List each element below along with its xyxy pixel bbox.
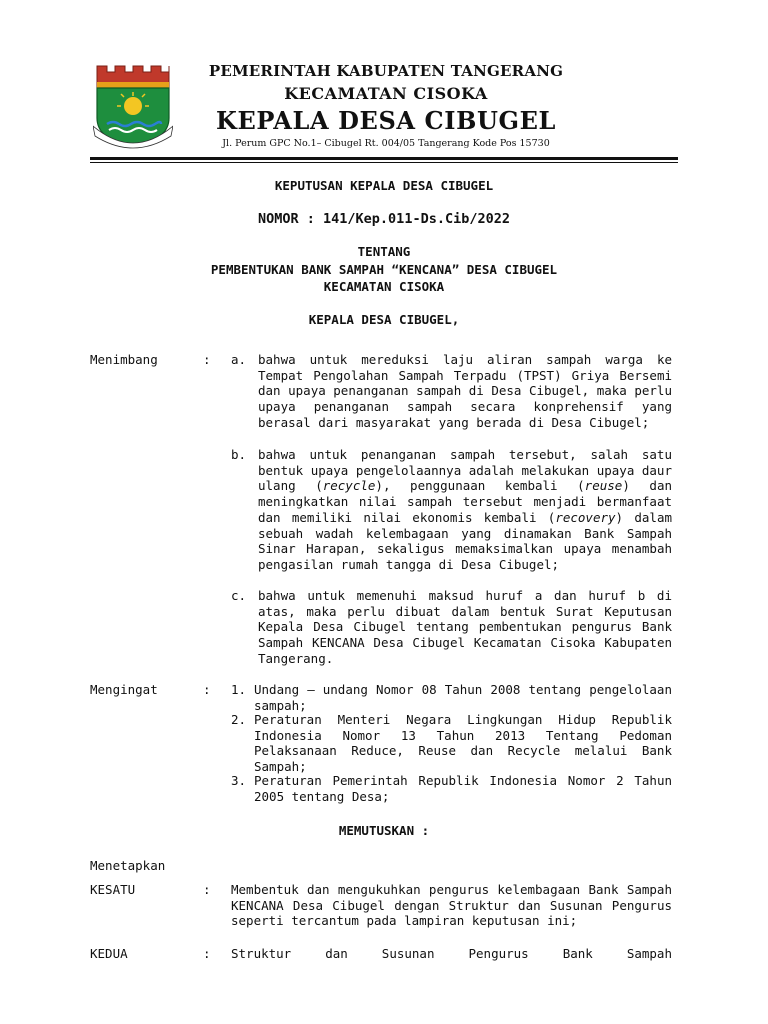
- menimbang-marker-c: c.: [231, 588, 247, 603]
- letterhead-rule: [90, 157, 678, 160]
- letterhead-rule-thin: [90, 162, 678, 163]
- subject-line-1: PEMBENTUKAN BANK SAMPAH “KENCANA” DESA CIBUGEL: [210, 262, 558, 277]
- kedua-text: Struktur dan Susunan Pengurus Bank Sampah: [231, 946, 672, 961]
- letterhead-office: KEPALA DESA CIBUGEL: [216, 106, 556, 135]
- mengingat-colon: :: [203, 682, 211, 697]
- menimbang-item-b: bahwa untuk penanganan sampah tersebut, salah satu bentuk upaya pengelolaannya adalah melakukan upaya daur ulang (recycle), penggunaan kembali (reuse) dan meningkatkan nilai sampah tersebut menjadi bermanfaat dan memiliki nilai ekonomis kembali (recovery) dalam sebuah wadah kelembagaan yang dinamakan Bank Sampah Sinar Harapan, sekaligus memaksimalkan upaya menambah pengasilan rumah tangga di Desa Cibugel;: [258, 447, 672, 572]
- mengingat-item-2: Peraturan Menteri Negara Lingkungan Hidup Republik Indonesia Nomor 13 Tahun 2013 Tentang Pedoman Pelaksanaan Reduce, Reuse dan Recycle melalui Bank Sampah;: [254, 712, 672, 775]
- subject-line-2: KECAMATAN CISOKA: [323, 279, 445, 294]
- mengingat-marker-1: 1.: [231, 682, 247, 697]
- letterhead-government: PEMERINTAH KABUPATEN TANGERANG: [208, 62, 564, 80]
- mengingat-marker-3: 3.: [231, 773, 247, 788]
- letterhead: [0, 0, 768, 160]
- letterhead-address: Jl. Perum GPC No.1– Cibugel Rt. 004/05 Tangerang Kode Pos 15730: [222, 138, 550, 149]
- kedua-colon: :: [203, 946, 211, 961]
- decision-number: NOMOR : 141/Kep.011-Ds.Cib/2022: [258, 211, 510, 227]
- kesatu-label: KESATU: [90, 882, 136, 897]
- menimbang-marker-a: a.: [231, 352, 247, 367]
- menimbang-label: Menimbang: [90, 352, 158, 367]
- decision-title: KEPUTUSAN KEPALA DESA CIBUGEL: [274, 178, 494, 193]
- kesatu-colon: :: [203, 882, 211, 897]
- menimbang-colon: :: [203, 352, 211, 367]
- regency-emblem-icon: [93, 62, 173, 150]
- about-heading: TENTANG: [357, 244, 411, 259]
- mengingat-label: Mengingat: [90, 682, 158, 697]
- mengingat-item-3: Peraturan Pemerintah Republik Indonesia Nomor 2 Tahun 2005 tentang Desa;: [254, 773, 672, 804]
- mengingat-item-1: Undang – undang Nomor 08 Tahun 2008 tentang pengelolaan sampah;: [254, 682, 672, 713]
- issuer-heading: KEPALA DESA CIBUGEL,: [308, 312, 460, 327]
- menimbang-item-c: bahwa untuk memenuhi maksud huruf a dan huruf b di atas, maka perlu dibuat dalam bentuk Surat Keputusan Kepala Desa Cibugel tentang pembentukan pengurus Bank Sampah KENCANA Desa Cibugel Kecamatan Cisoka Kabupaten Tangerang.: [258, 588, 672, 666]
- menetapkan-label: Menetapkan: [90, 858, 166, 873]
- kesatu-text: Membentuk dan mengukuhkan pengurus kelembagaan Bank Sampah KENCANA Desa Cibugel dengan Struktur dan Susunan Pengurus seperti tercantum pada lampiran keputusan ini;: [231, 882, 672, 929]
- mengingat-marker-2: 2.: [231, 712, 247, 727]
- letterhead-district: KECAMATAN CISOKA: [284, 84, 488, 103]
- menimbang-item-a: bahwa untuk mereduksi laju aliran sampah warga ke Tempat Pengolahan Sampah Terpadu (TPST) Griya Bersemi dan upaya penanganan sampah di Desa Cibugel, maka perlu upaya penanganan sampah secara konprehensif yang berasal dari masyarakat yang berada di Desa Cibugel;: [258, 352, 672, 430]
- kedua-label: KEDUA: [90, 946, 128, 961]
- menimbang-marker-b: b.: [231, 447, 247, 462]
- memutuskan-heading: MEMUTUSKAN :: [338, 823, 430, 838]
